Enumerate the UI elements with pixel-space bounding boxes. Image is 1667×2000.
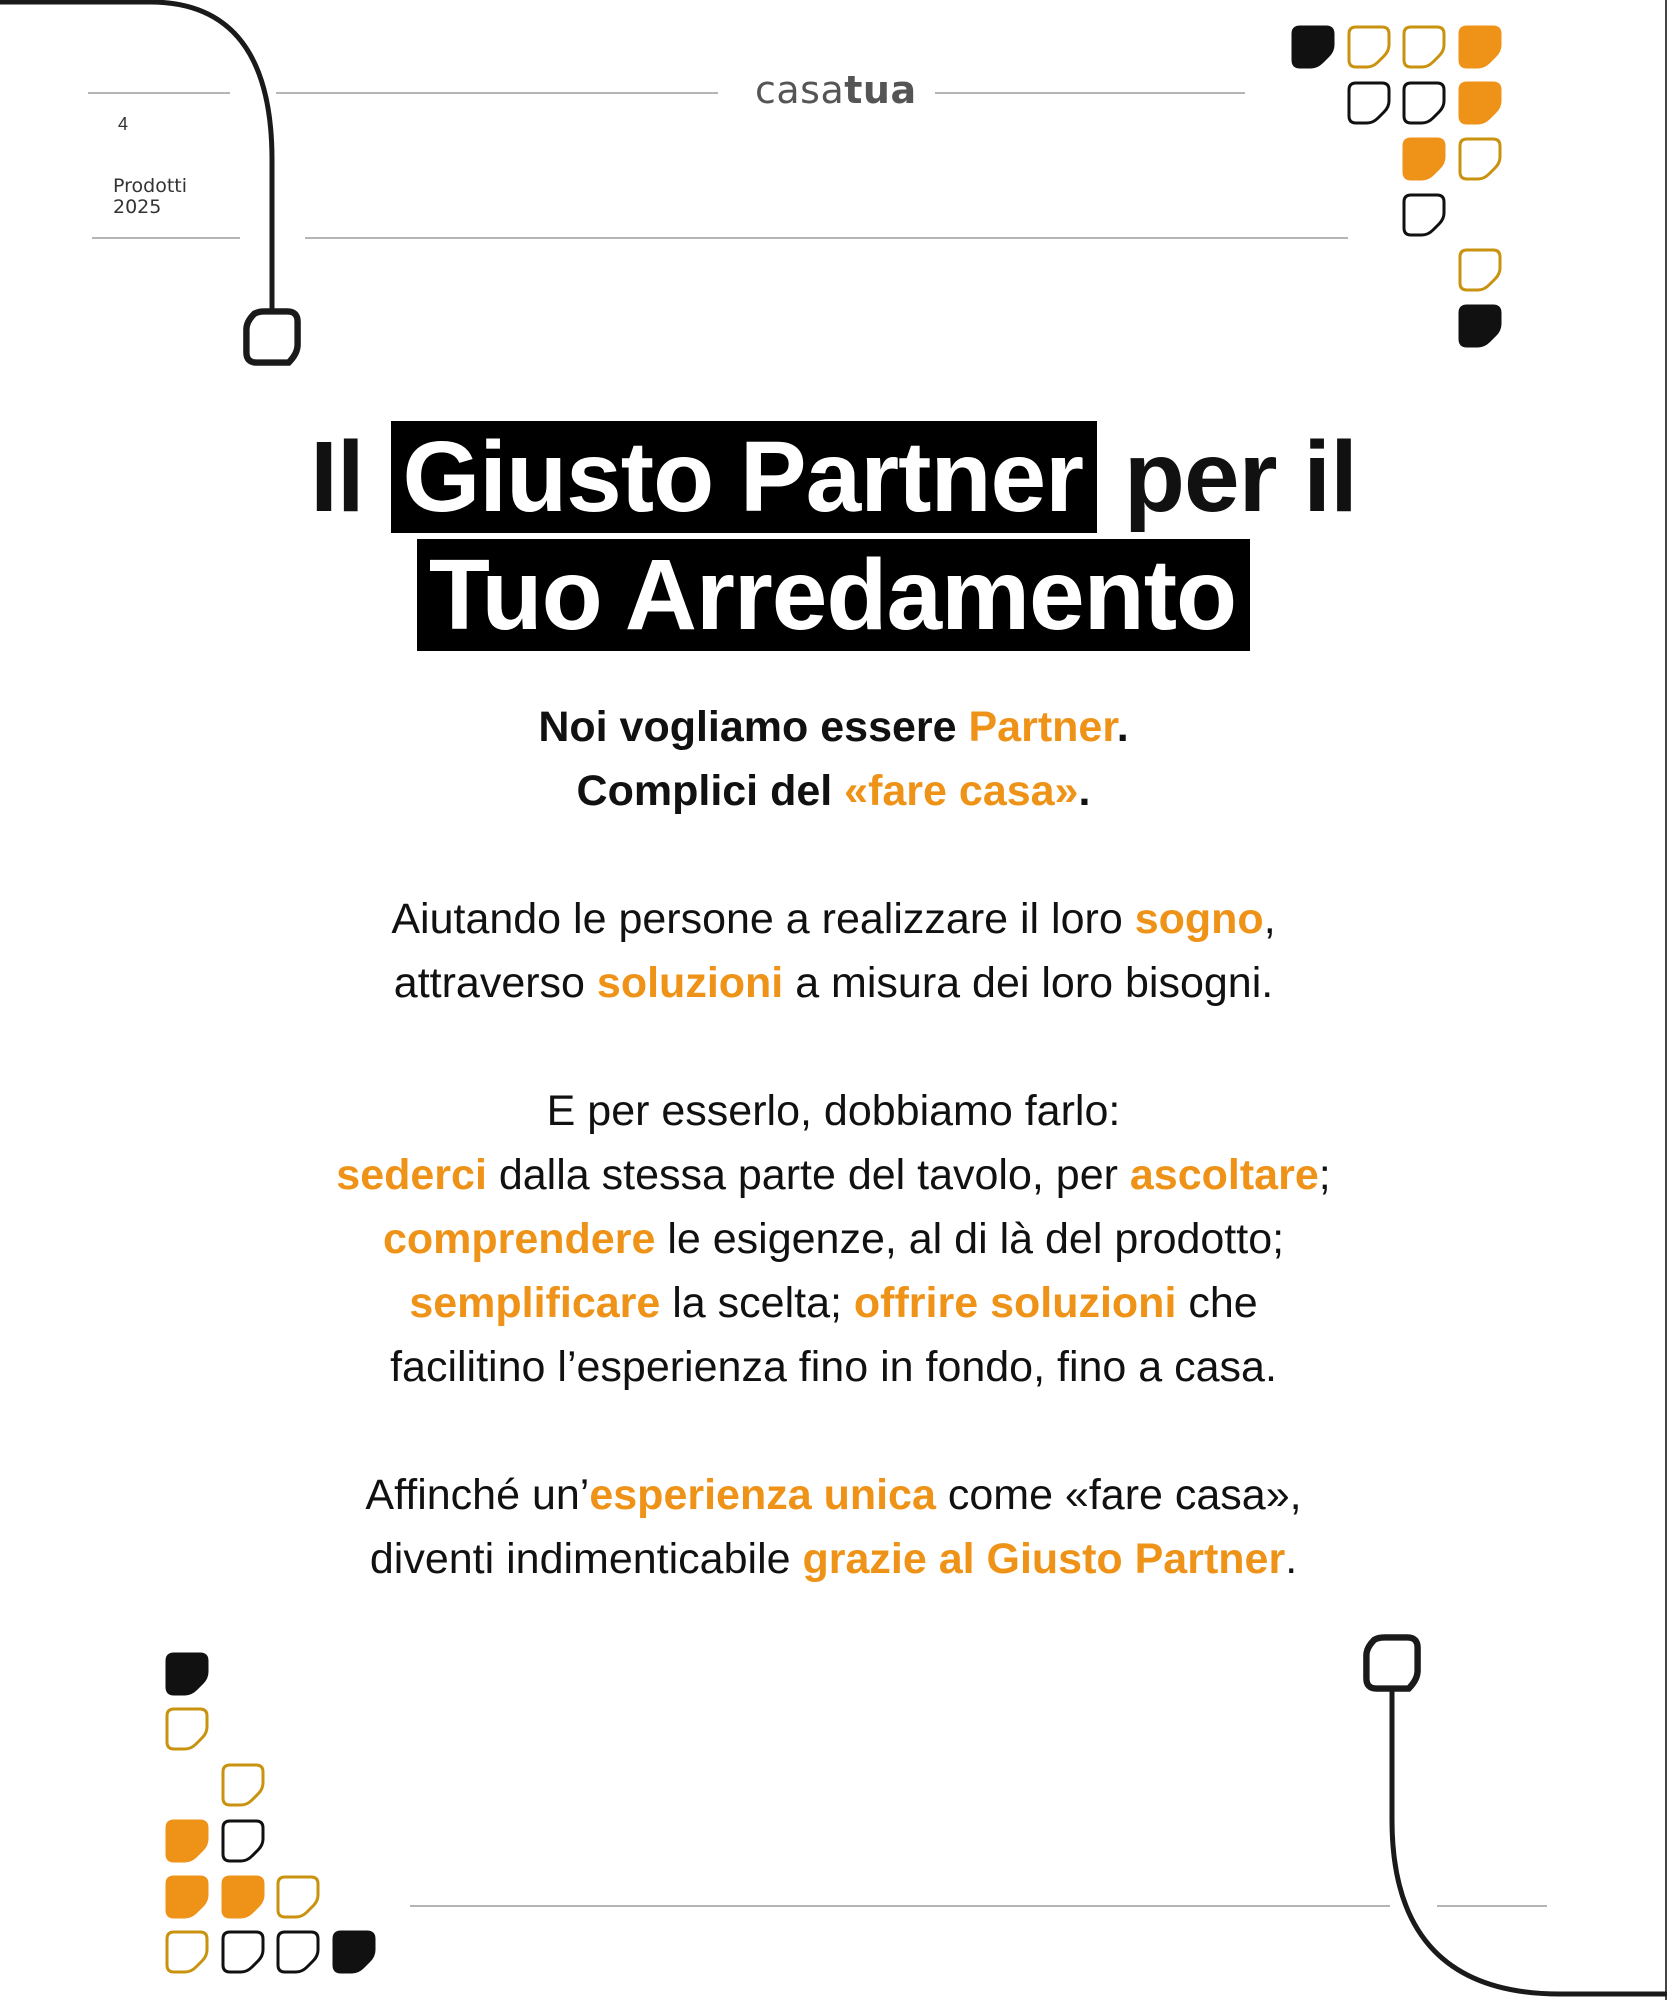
title-highlight-1: Giusto Partner [391,421,1098,533]
header-rule-lower-right [305,237,1348,239]
body-text: . [1285,1535,1298,1583]
paragraph-2-line-4 [0,1271,1667,1335]
title-highlight-2: Tuo Arredamento [417,539,1250,651]
body-emphasis: soluzioni [596,959,784,1007]
title-post: per il [1123,421,1357,533]
body-emphasis: semplificare [409,1279,661,1327]
body-text: le esigenze, al di là del prodotto; [655,1215,1285,1263]
body-emphasis: sederci [336,1151,487,1199]
body-text: diventi indimenticabile [369,1535,803,1583]
title-line-2 [0,536,1667,654]
body-text: la scelta; [660,1279,854,1327]
body-text: , [1263,895,1276,943]
header-rule-center-left [276,92,718,94]
intro-line-2 [0,759,1667,823]
intro-line-1 [0,695,1667,759]
header-rule-center-right [935,92,1245,94]
title-line-1 [0,418,1667,536]
body-text: a misura dei loro bisogni. [783,959,1274,1007]
header-rule-lower-left [92,237,240,239]
body-text: Affinché un’ [365,1471,590,1519]
body-emphasis: ascoltare [1129,1151,1319,1199]
body-emphasis: comprendere [382,1215,656,1263]
intro-text: . [1116,703,1129,751]
brand-bold: tua [844,68,917,112]
body-text: Aiutando le persone a realizzare il loro [391,895,1135,943]
paragraph-3-line-2 [0,1527,1667,1591]
paragraph-2-line-3 [0,1207,1667,1271]
paragraph-2-line-5: facilitino l’esperienza fino in fondo, fino a casa. [390,1343,1277,1391]
body-emphasis: esperienza unica [589,1471,936,1519]
intro-emphasis: Partner [968,703,1117,751]
page-title [0,418,1667,654]
header-rule-left [88,92,230,94]
footer-rule-right [1437,1905,1547,1907]
page-number: 4 [118,114,129,134]
paragraph-2 [0,1079,1667,1399]
paragraph-3-line-1 [0,1463,1667,1527]
intro-emphasis: «fare casa» [844,767,1079,815]
bottom-left-shape-cluster [167,1654,374,1972]
body-emphasis: grazie al Giusto Partner [802,1535,1286,1583]
paragraph-3 [0,1463,1667,1591]
intro-text: Complici del [576,767,845,815]
bottom-right-cord [1366,1637,1667,1994]
body-emphasis: offrire soluzioni [853,1279,1177,1327]
section-label [113,176,187,218]
intro-text: Noi vogliamo essere [538,703,969,751]
footer-rule-left [410,1905,1390,1907]
paragraph-1-line-1 [0,887,1667,951]
top-right-shape-cluster [1293,27,1500,346]
paragraph-2-line-2 [0,1143,1667,1207]
brand-logo [755,68,917,112]
body-text: dalla stessa parte del tavolo, per [486,1151,1130,1199]
intro-text: . [1078,767,1091,815]
body-text: attraverso [393,959,597,1007]
body-emphasis: sogno [1134,895,1264,943]
paragraph-1-line-2 [0,951,1667,1015]
title-pre: Il [310,421,364,533]
body-text: che [1176,1279,1258,1327]
body-text: ; [1318,1151,1331,1199]
section-label-line2: 2025 [113,196,162,218]
section-label-line1: Prodotti [113,175,188,197]
brand-regular: casa [755,68,845,112]
body-text: come «fare casa», [935,1471,1302,1519]
body-copy [0,695,1667,1655]
paragraph-2-line-1: E per esserlo, dobbiamo farlo: [546,1087,1121,1135]
intro-paragraph [0,695,1667,823]
paragraph-1 [0,887,1667,1015]
